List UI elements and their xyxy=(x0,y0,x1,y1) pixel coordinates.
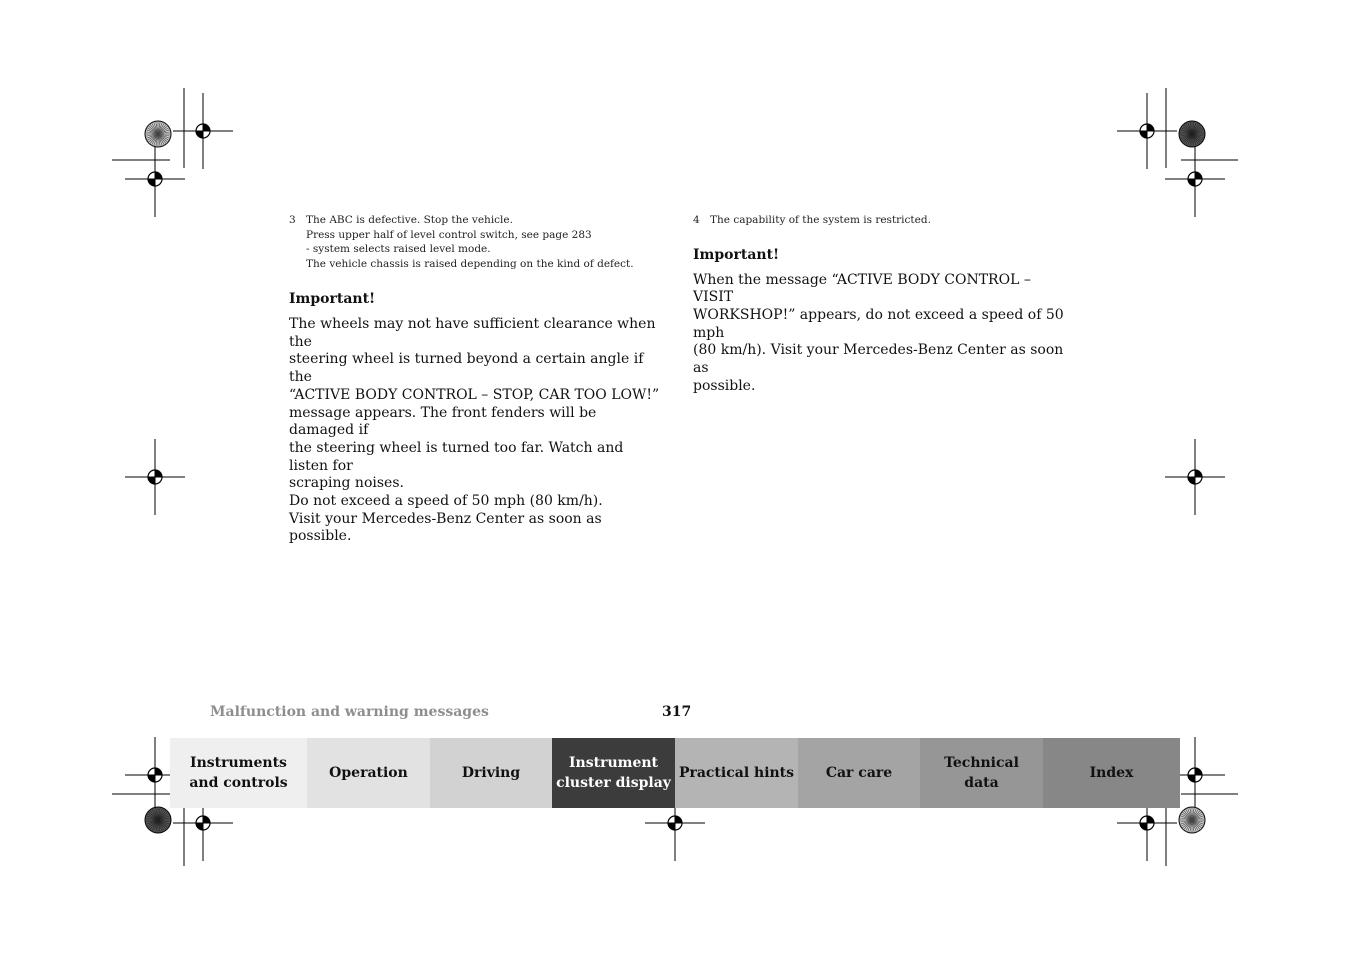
footnote-line: The vehicle chassis is raised depending on the kind of defect. xyxy=(306,257,634,270)
tab-label: Index xyxy=(1089,765,1134,781)
footnote-4 xyxy=(693,213,1065,228)
footnote-number: 4 xyxy=(693,214,700,226)
important-heading: Important! xyxy=(693,246,780,263)
footnote-text xyxy=(710,213,931,228)
text-line: possible. xyxy=(693,377,756,394)
footnote-line: - system selects raised level mode. xyxy=(306,243,491,255)
registration-starburst-icon xyxy=(145,121,171,147)
text-line: When the message “ACTIVE BODY CONTROL – VISIT xyxy=(693,271,1031,306)
text-line: Visit your Mercedes-Benz Center as soon as possible. xyxy=(289,510,602,545)
footnote-line: The ABC is defective. Stop the vehicle. xyxy=(306,214,513,226)
text-line: message appears. The front fenders will be damaged if xyxy=(289,404,597,439)
tab-index[interactable] xyxy=(1043,738,1180,808)
tab-label: Instruments and controls xyxy=(189,755,288,791)
tab-operation[interactable] xyxy=(307,738,430,808)
tab-driving[interactable] xyxy=(430,738,552,808)
left-column xyxy=(289,213,661,546)
text-line: The wheels may not have sufficient clearance when the xyxy=(289,316,656,350)
tab-label: Technical data xyxy=(944,755,1019,791)
footnote-line: The capability of the system is restricted. xyxy=(710,214,931,226)
tab-car-care[interactable] xyxy=(798,738,920,808)
tab-label: Practical hints xyxy=(678,765,795,781)
tab-label: Driving xyxy=(461,765,521,781)
tab-label: Instrument cluster display xyxy=(556,755,671,791)
page-number: 317 xyxy=(662,704,692,720)
registration-crosshair-icon xyxy=(1165,439,1225,515)
registration-crosshair-icon xyxy=(125,141,185,217)
tab-label: Operation xyxy=(329,765,408,781)
section-title: Malfunction and warning messages xyxy=(210,704,489,720)
important-heading: Important! xyxy=(289,291,376,307)
footnote-3 xyxy=(289,213,661,271)
registration-crosshair-icon xyxy=(173,93,233,169)
warning-paragraph xyxy=(693,272,1065,396)
chapter-tab-bar xyxy=(170,738,1180,808)
right-column xyxy=(693,213,1065,395)
text-line: scraping noises. xyxy=(289,475,404,492)
text-line: “ACTIVE BODY CONTROL – STOP, CAR TOO LOW!” xyxy=(289,386,660,403)
text-line: WORKSHOP!” appears, do not exceed a speed of 50 mph xyxy=(693,306,1064,341)
tab-instrument-cluster-display[interactable] xyxy=(552,738,675,808)
registration-crosshair-icon xyxy=(1117,93,1177,169)
registration-crosshair-icon xyxy=(1165,141,1225,217)
registration-starburst-icon xyxy=(1179,121,1205,147)
footnote-line: Press upper half of level control switch, see page 283 xyxy=(306,228,592,241)
registration-crosshair-icon xyxy=(125,439,185,515)
text-line: Do not exceed a speed of 50 mph (80 km/h). xyxy=(289,493,603,510)
footnote-number: 3 xyxy=(289,214,296,226)
warning-paragraph xyxy=(289,316,661,546)
registration-starburst-icon xyxy=(145,807,171,833)
tab-technical-data[interactable] xyxy=(920,738,1043,808)
registration-starburst-icon xyxy=(1179,807,1205,833)
tab-instruments-and-controls[interactable] xyxy=(170,738,307,808)
text-line: steering wheel is turned beyond a certain angle if the xyxy=(289,351,644,386)
text-line: (80 km/h). Visit your Mercedes-Benz Center as soon as xyxy=(693,342,1064,377)
text-line: the steering wheel is turned too far. Watch and listen for xyxy=(289,439,624,474)
tab-label: Car care xyxy=(825,765,893,781)
tab-practical-hints[interactable] xyxy=(675,738,798,808)
footnote-text xyxy=(306,213,634,271)
